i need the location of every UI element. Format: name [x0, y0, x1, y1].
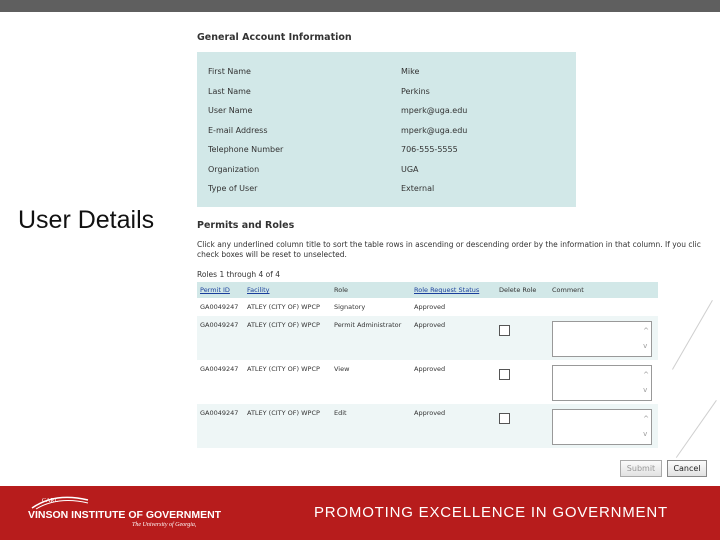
general-account-panel [197, 52, 576, 207]
slide-title: User Details [18, 206, 155, 234]
results-range: Roles 1 through 4 of 4 [197, 270, 281, 279]
info-row-first-name [197, 63, 576, 81]
role-cell: Permit Administrator [331, 316, 411, 360]
delete-role-checkbox[interactable] [499, 413, 510, 424]
logo-name: VINSON INSTITUTE OF GOVERNMENT [28, 509, 222, 521]
info-row-telephone [197, 141, 576, 159]
submit-button[interactable]: Submit [620, 460, 662, 477]
comment-textarea[interactable] [552, 409, 652, 445]
permit-id-cell: GA0049247 [197, 298, 244, 316]
delete-cell [496, 360, 549, 404]
info-label: Last Name [208, 87, 251, 96]
info-row-email [197, 122, 576, 140]
status-cell: Approved [411, 360, 496, 404]
status-cell: Approved [411, 298, 496, 316]
comment-textarea[interactable] [552, 365, 652, 401]
roles-table [197, 282, 658, 448]
cancel-button[interactable]: Cancel [667, 460, 707, 477]
table-row [197, 298, 658, 316]
info-label: User Name [208, 106, 253, 115]
logo-arc-icon [30, 494, 90, 510]
info-row-user-name [197, 102, 576, 120]
info-value: Perkins [401, 87, 430, 96]
comment-column-header: Comment [549, 282, 658, 298]
info-value: External [401, 184, 435, 193]
sort-status-link[interactable]: Role Request Status [411, 282, 496, 298]
info-value: 706-555-5555 [401, 145, 458, 154]
comment-cell [549, 404, 658, 448]
facility-cell: ATLEY (CITY OF) WPCP [244, 298, 331, 316]
role-cell: Signatory [331, 298, 411, 316]
info-row-last-name [197, 83, 576, 101]
comment-cell [549, 316, 658, 360]
instructions-text: Click any underlined column title to sort the table rows in ascending or descending order by the information in that column. If you clic check boxes will be reset to unselected. [197, 240, 701, 259]
comment-textarea[interactable] [552, 321, 652, 357]
info-row-user-type [197, 180, 576, 198]
info-row-organization [197, 161, 576, 179]
info-value: Mike [401, 67, 420, 76]
info-label: Telephone Number [208, 145, 284, 154]
permit-id-cell: GA0049247 [197, 316, 244, 360]
logo-small-text: CARL [42, 498, 59, 504]
status-cell: Approved [411, 404, 496, 448]
role-cell: View [331, 360, 411, 404]
facility-cell: ATLEY (CITY OF) WPCP [244, 316, 331, 360]
permit-id-cell: GA0049247 [197, 404, 244, 448]
decorative-line [676, 400, 717, 458]
scroll-arrows-icon: ^ v [643, 327, 649, 350]
info-value: mperk@uga.edu [401, 106, 468, 115]
delete-cell [496, 404, 549, 448]
top-bar [0, 0, 720, 12]
status-cell: Approved [411, 316, 496, 360]
delete-cell [496, 316, 549, 360]
delete-role-checkbox[interactable] [499, 369, 510, 380]
scroll-arrows-icon: ^ v [643, 371, 649, 394]
table-row [197, 404, 658, 448]
table-row [197, 360, 658, 404]
delete-role-column-header: Delete Role [496, 282, 549, 298]
table-row [197, 316, 658, 360]
info-label: Type of User [208, 184, 258, 193]
decorative-line [672, 300, 713, 370]
comment-cell [549, 298, 658, 316]
footer-tagline: PROMOTING EXCELLENCE IN GOVERNMENT [314, 504, 668, 521]
info-value: mperk@uga.edu [401, 126, 468, 135]
scroll-arrows-icon: ^ v [643, 415, 649, 438]
info-label: First Name [208, 67, 251, 76]
sort-permit-id-link[interactable]: Permit ID [197, 282, 244, 298]
facility-cell: ATLEY (CITY OF) WPCP [244, 404, 331, 448]
permits-roles-title: Permits and Roles [197, 220, 295, 231]
facility-cell: ATLEY (CITY OF) WPCP [244, 360, 331, 404]
sort-facility-link[interactable]: Facility [244, 282, 331, 298]
general-account-title: General Account Information [197, 32, 352, 43]
permit-id-cell: GA0049247 [197, 360, 244, 404]
delete-cell [496, 298, 549, 316]
info-label: E-mail Address [208, 126, 268, 135]
info-value: UGA [401, 165, 419, 174]
role-column-header: Role [331, 282, 411, 298]
logo-subtitle: The University of Georgia, [132, 522, 197, 528]
comment-cell [549, 360, 658, 404]
table-header-row [197, 282, 658, 298]
delete-role-checkbox[interactable] [499, 325, 510, 336]
info-label: Organization [208, 165, 260, 174]
role-cell: Edit [331, 404, 411, 448]
